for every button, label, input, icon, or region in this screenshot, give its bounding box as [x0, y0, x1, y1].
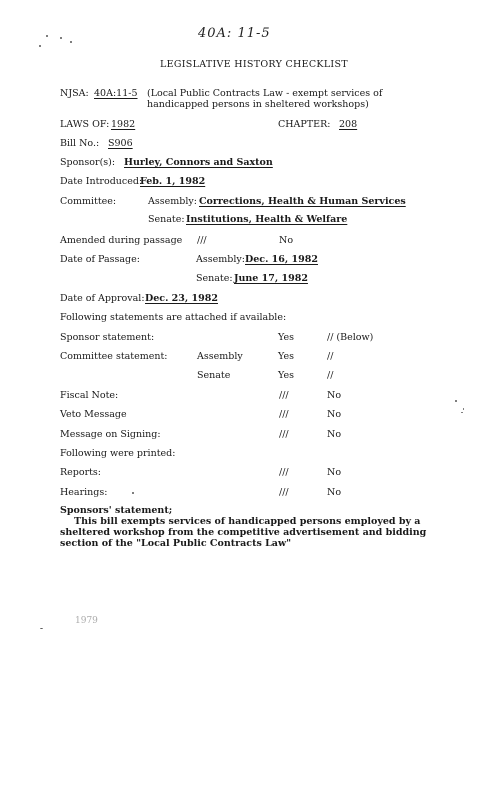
scan-speck	[39, 45, 41, 47]
scan-speck	[70, 41, 72, 43]
reports-mark: ///	[279, 467, 289, 478]
fiscal-note-mark: ///	[279, 390, 289, 401]
passage-senate-value: June 17, 1982	[234, 273, 308, 284]
committee-senate-value: Institutions, Health & Welfare	[186, 214, 348, 225]
sponsor-statement-mark: // (Below)	[327, 332, 374, 343]
bill-no-value: S906	[108, 138, 133, 149]
njsa-label: NJSA:	[60, 88, 89, 99]
amended-answer: No	[279, 235, 294, 246]
sponsors-value: Hurley, Connors and Saxton	[124, 157, 273, 168]
sponsors-statement-body: This bill exempts services of handicapped persons employed by a sheltered workshop from the competitive advertisement and bidding section of the "Local Public Contracts Law"	[60, 516, 427, 549]
committee-assembly-value: Corrections, Health & Human Services	[199, 196, 406, 207]
amended-mark: ///	[197, 235, 207, 246]
veto-message-answer: No	[327, 409, 342, 420]
bill-no-label: Bill No.:	[60, 138, 100, 149]
statements-intro: Following statements are attached if available:	[60, 312, 287, 323]
laws-of-value: 1982	[111, 119, 136, 130]
fiscal-note-label: Fiscal Note:	[60, 390, 119, 401]
message-on-signing-mark: ///	[279, 429, 289, 440]
scan-speck	[463, 408, 464, 410]
hearings-mark: ///	[279, 487, 289, 498]
committee-assembly-label: Assembly:	[148, 196, 197, 207]
scan-speck	[132, 492, 134, 494]
sponsors-statement-heading: Sponsors' statement;	[60, 505, 173, 516]
date-introduced-label: Date Introduced:	[60, 176, 143, 187]
message-on-signing-label: Message on Signing:	[60, 429, 161, 440]
amended-label: Amended during passage	[60, 235, 183, 246]
committee-statement-senate-mark: //	[327, 370, 334, 381]
faint-stamp: 1979	[75, 616, 98, 626]
sponsor-statement-yes: Yes	[278, 332, 294, 343]
approval-label: Date of Approval:	[60, 293, 145, 304]
passage-assembly-label: Assembly:	[196, 254, 245, 265]
scan-speck	[46, 35, 48, 37]
njsa-value: 40A:11-5	[94, 88, 138, 99]
passage-senate-label: Senate:	[196, 273, 233, 284]
scan-speck	[60, 37, 62, 39]
committee-statement-senate-yes: Yes	[278, 370, 294, 381]
sponsor-statement-label: Sponsor statement:	[60, 332, 155, 343]
committee-label: Committee:	[60, 196, 117, 207]
sponsors-label: Sponsor(s):	[60, 157, 116, 168]
committee-statement-label: Committee statement:	[60, 351, 168, 362]
veto-message-label: Veto Message	[60, 409, 127, 420]
njsa-description: (Local Public Contracts Law - exempt services of handicapped persons in sheltered workshops)	[147, 88, 383, 110]
printed-intro: Following were printed:	[60, 448, 176, 459]
laws-of-label: LAWS OF:	[60, 119, 110, 130]
veto-message-mark: ///	[279, 409, 289, 420]
chapter-value: 208	[339, 119, 358, 130]
handwritten-number: 40A: 11-5	[198, 26, 271, 41]
reports-answer: No	[327, 467, 342, 478]
hearings-label: Hearings:	[60, 487, 108, 498]
committee-statement-assembly-mark: //	[327, 351, 334, 362]
chapter-label: CHAPTER:	[278, 119, 331, 130]
scan-speck	[455, 400, 457, 402]
message-on-signing-answer: No	[327, 429, 342, 440]
reports-label: Reports:	[60, 467, 102, 478]
committee-statement-assembly-yes: Yes	[278, 351, 294, 362]
committee-statement-assembly-label: Assembly	[197, 351, 243, 362]
page-title: LEGISLATIVE HISTORY CHECKLIST	[160, 59, 348, 70]
scan-speck	[461, 412, 463, 413]
committee-statement-senate-label: Senate	[197, 370, 231, 381]
hearings-answer: No	[327, 487, 342, 498]
approval-value: Dec. 23, 1982	[145, 293, 218, 304]
date-introduced-value: Feb. 1, 1982	[140, 176, 206, 187]
passage-label: Date of Passage:	[60, 254, 140, 265]
committee-senate-label: Senate:	[148, 214, 185, 225]
fiscal-note-answer: No	[327, 390, 342, 401]
passage-assembly-value: Dec. 16, 1982	[245, 254, 318, 265]
scan-speck	[40, 628, 43, 629]
